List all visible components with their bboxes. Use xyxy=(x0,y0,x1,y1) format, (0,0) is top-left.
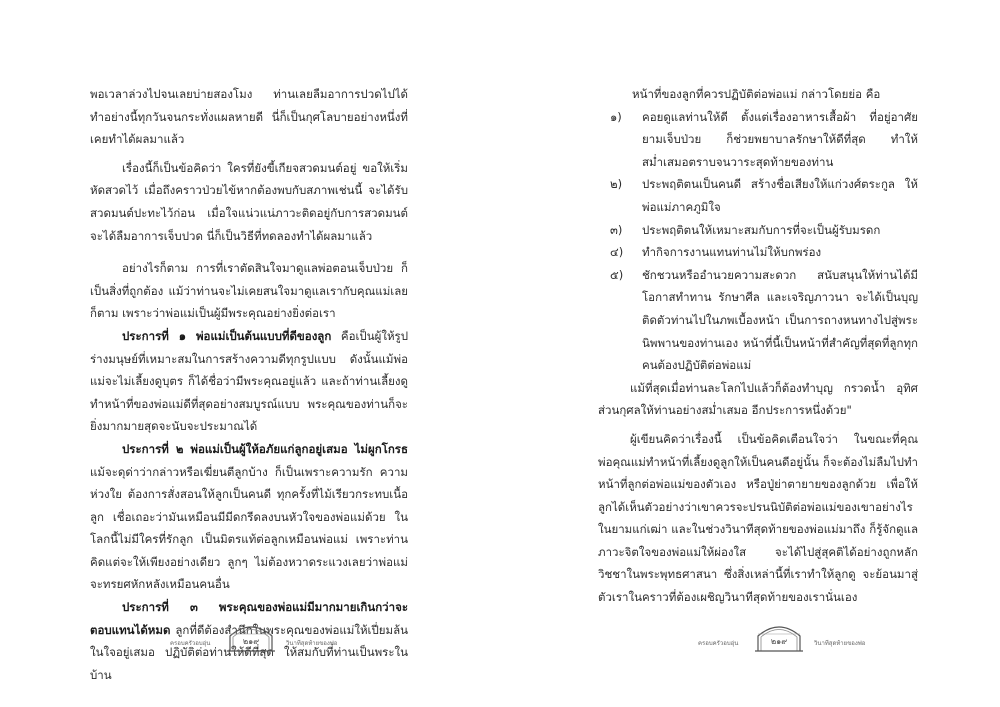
left-text-column xyxy=(90,83,408,686)
paragraph-after-list: แม้ที่สุดเมื่อท่านละโลกไปแล้วก็ต้องทำบุญ กรวดน้ำ อุทิศส่วนกุศลให้ท่านอย่างสม่ำเสมอ อีกประการหนึ่งด้วย" xyxy=(598,380,918,418)
duty-number: ๓) xyxy=(610,222,623,237)
duties-list xyxy=(598,106,918,377)
paragraph-5 xyxy=(90,438,408,596)
duty-text: ทำกิจการงานแทนท่านไม่ให้บกพร่อง xyxy=(642,245,822,260)
point-1-heading: ประการที่ ๑ พ่อแม่เป็นต้นแบบที่ดีของลูก xyxy=(122,328,332,343)
point-3-heading: ประการที่ ๓ พระคุณของพ่อแม่มีมากมายเกินกว่าจะตอบแทนได้หมด xyxy=(90,600,408,637)
footer-chapter-title: วินาทีสุดท้ายของพ่อ xyxy=(814,640,866,647)
footer-chapter-title: วินาทีสุดท้ายของพ่อ xyxy=(286,640,338,647)
point-1-body: คือเป็นผู้ให้รูปร่างมนุษย์ที่เหมาะสมในการสร้างความดีทุกรูปแบบ ดังนั้นแม้พ่อแม่จะไม่เลี้ยงดูบุตร ก็ได้ชื่อว่ามีพระคุณอยู่แล้ว และถ้าท่านเลี้ยงดู ทำหน้าที่ของพ่อแม่ดีที่สุดอย่างสมบูรณ์แบบ พระคุณของท่านก็จะยิ่งมากมายสุดจะนับจะประมาณได้ xyxy=(90,328,408,434)
right-text-column xyxy=(598,83,918,609)
duty-text: คอยดูแลท่านให้ดี ตั้งแต่เรื่องอาหารเสื้อผ้า ที่อยู่อาศัย ยามเจ็บป่วย ก็ช่วยพยาบาลรักษาให้ดีที่สุด ทำให้สม่ำเสมอตราบจนวาระสุดท้ายของท่าน xyxy=(642,109,918,169)
footer-book-title: ครอบครัวอบอุ่น xyxy=(170,640,211,647)
duty-item xyxy=(598,106,918,174)
paragraph-conclusion: ผู้เขียนคิดว่าเรื่องนี้ เป็นข้อคิดเตือนใจว่า ในขณะที่คุณพ่อคุณแม่ทำหน้าที่เลี้ยงดูลูกให้เป็นคนดีอยู่นั้น ก็จะต้องไม่ลืมไปทำหน้าที่ลูกต่อพ่อแม่ของตัวเอง หรือปู่ย่าตายายของลูกด้วย เพื่อให้ลูกได้เห็นตัวอย่างว่าเขาควรจะปรนนิบัติต่อพ่อแม่ของเขาอย่างไรในยามแก่เฒ่า และในช่วงวินาทีสุดท้ายของพ่อแม่มาถึง ก็รู้จักดูแลภาวะจิตใจของพ่อแม่ให้ผ่องใส จะได้ไปสู่สุคติได้อย่างถูกหลักวิชชาในพระพุทธศาสนา ซึ่งสิ่งเหล่านี้ที่เราทำให้ลูกดู จะย้อนมาสู่ตัวเราในคราวที่ต้องเผชิญวินาทีสุดท้ายของเรานั่นเอง xyxy=(598,431,918,605)
left-footer xyxy=(170,622,370,656)
paragraph-2: เรื่องนี้ก็เป็นข้อคิดว่า ใครที่ยังขี้เกียจสวดมนต์อยู่ ขอให้เริ่มหัดสวดไว้ เมื่อถึงคราวป่วยไข้หากต้องพบกับสภาพเช่นนี้ จะได้รับสวดมนต์ปะทะไว้ก่อน เมื่อใจแน่วแน่ภาวะติดอยู่กับการสวดมนต์ จะได้ลืมอาการเจ็บปวด นี่ก็เป็นวิธีที่ทดลองทำได้ผลมาแล้ว xyxy=(90,160,408,243)
duty-item xyxy=(598,241,918,264)
duty-text: ประพฤติตนเป็นคนดี สร้างชื่อเสียงให้แก่วงศ์ตระกูล ให้พ่อแม่ภาคภูมิใจ xyxy=(642,177,918,214)
duty-item xyxy=(598,219,918,242)
duty-item xyxy=(598,264,918,377)
page-number-emblem xyxy=(224,622,278,652)
duty-number: ๕) xyxy=(610,267,624,282)
duty-number: ๒) xyxy=(610,177,623,192)
paragraph-1: พอเวลาล่วงไปจนเลยบ่ายสองโมง ท่านเลยลืมอาการปวดไปได้ ทำอย่างนี้ทุกวันจนกระทั่งแผลหายดี นี่ก็เป็นกุศโลบายอย่างหนึ่งที่เคยทำได้ผลมาแล้ว xyxy=(90,87,408,147)
right-page xyxy=(500,0,1000,707)
duty-text: ประพฤติตนให้เหมาะสมกับการที่จะเป็นผู้รับมรดก xyxy=(642,222,881,237)
point-2-body: แม้จะดุด่าว่ากล่าวหรือเฆี่ยนตีลูกบ้าง ก็เป็นเพราะความรัก ความห่วงใย ต้องการสั่งสอนให้ลูกเป็นคนดี ทุกครั้งที่ไม้เรียวกระทบเนื้อลูก เชื่อเถอะว่ามันเหมือนมีมีดกรีดลงบนหัวใจของพ่อแม่ด้วย ในโลกนี้ไม่มีใครที่รักลูก เป็นมิตรแท้ต่อลูกเหมือนพ่อแม่ เพราะท่านคิดแต่จะให้เพียงอย่างเดียว ลูกๆ ไม่ต้องหวาดระแวงเลยว่าพ่อแม่จะทรยศหักหลังเหมือนคนอื่น xyxy=(90,464,408,592)
duty-text: ชักชวนหรืออำนวยความสะดวก สนับสนุนให้ท่านได้มีโอกาสทำทาน รักษาศีล และเจริญภาวนา จะได้เป็นบุญติดตัวท่านไปในภพเบื้องหน้า เป็นการถางหนทางไปสู่พระนิพพานของท่านเอง หน้าที่นี้เป็นหน้าที่สำคัญที่สุดที่ลูกทุกคนต้องปฏิบัติต่อพ่อแม่ xyxy=(642,267,918,373)
point-3-body: ลูกที่ดีต้องสำนึกในพระคุณของพ่อแม่ให้เปี่ยมล้นในใจอยู่เสมอ ปฏิบัติต่อท่านให้ดีที่สุด ให้สมกับที่ท่านเป็นพระในบ้าน xyxy=(90,622,408,682)
duties-intro: หน้าที่ของลูกที่ควรปฏิบัติต่อพ่อแม่ กล่าวโดยย่อ คือ xyxy=(632,87,881,101)
page-number-emblem xyxy=(752,622,806,652)
point-2-heading: ประการที่ ๒ พ่อแม่เป็นผู้ให้อภัยแก่ลูกอยู่เสมอ ไม่ผูกโกรธ xyxy=(122,441,408,456)
paragraph-3: อย่างไรก็ตาม การที่เราตัดสินใจมาดูแลพ่อตอนเจ็บป่วย ก็เป็นสิ่งที่ถูกต้อง แม้ว่าท่านจะไม่เคยสนใจมาดูแลเรากับคุณแม่เลยก็ตาม เพราะว่าพ่อแม่เป็นผู้มีพระคุณอย่างยิ่งต่อเรา xyxy=(90,261,408,321)
duty-number: ๑) xyxy=(610,109,622,124)
duty-item xyxy=(598,173,918,218)
footer-book-title: ครอบครัวอบอุ่น xyxy=(698,640,739,647)
duty-number: ๔) xyxy=(610,245,624,260)
page-number: ๒๑๙ xyxy=(242,637,260,646)
page-number: ๒๑๙ xyxy=(770,637,788,646)
paragraph-4 xyxy=(90,325,408,438)
right-footer xyxy=(698,622,898,656)
